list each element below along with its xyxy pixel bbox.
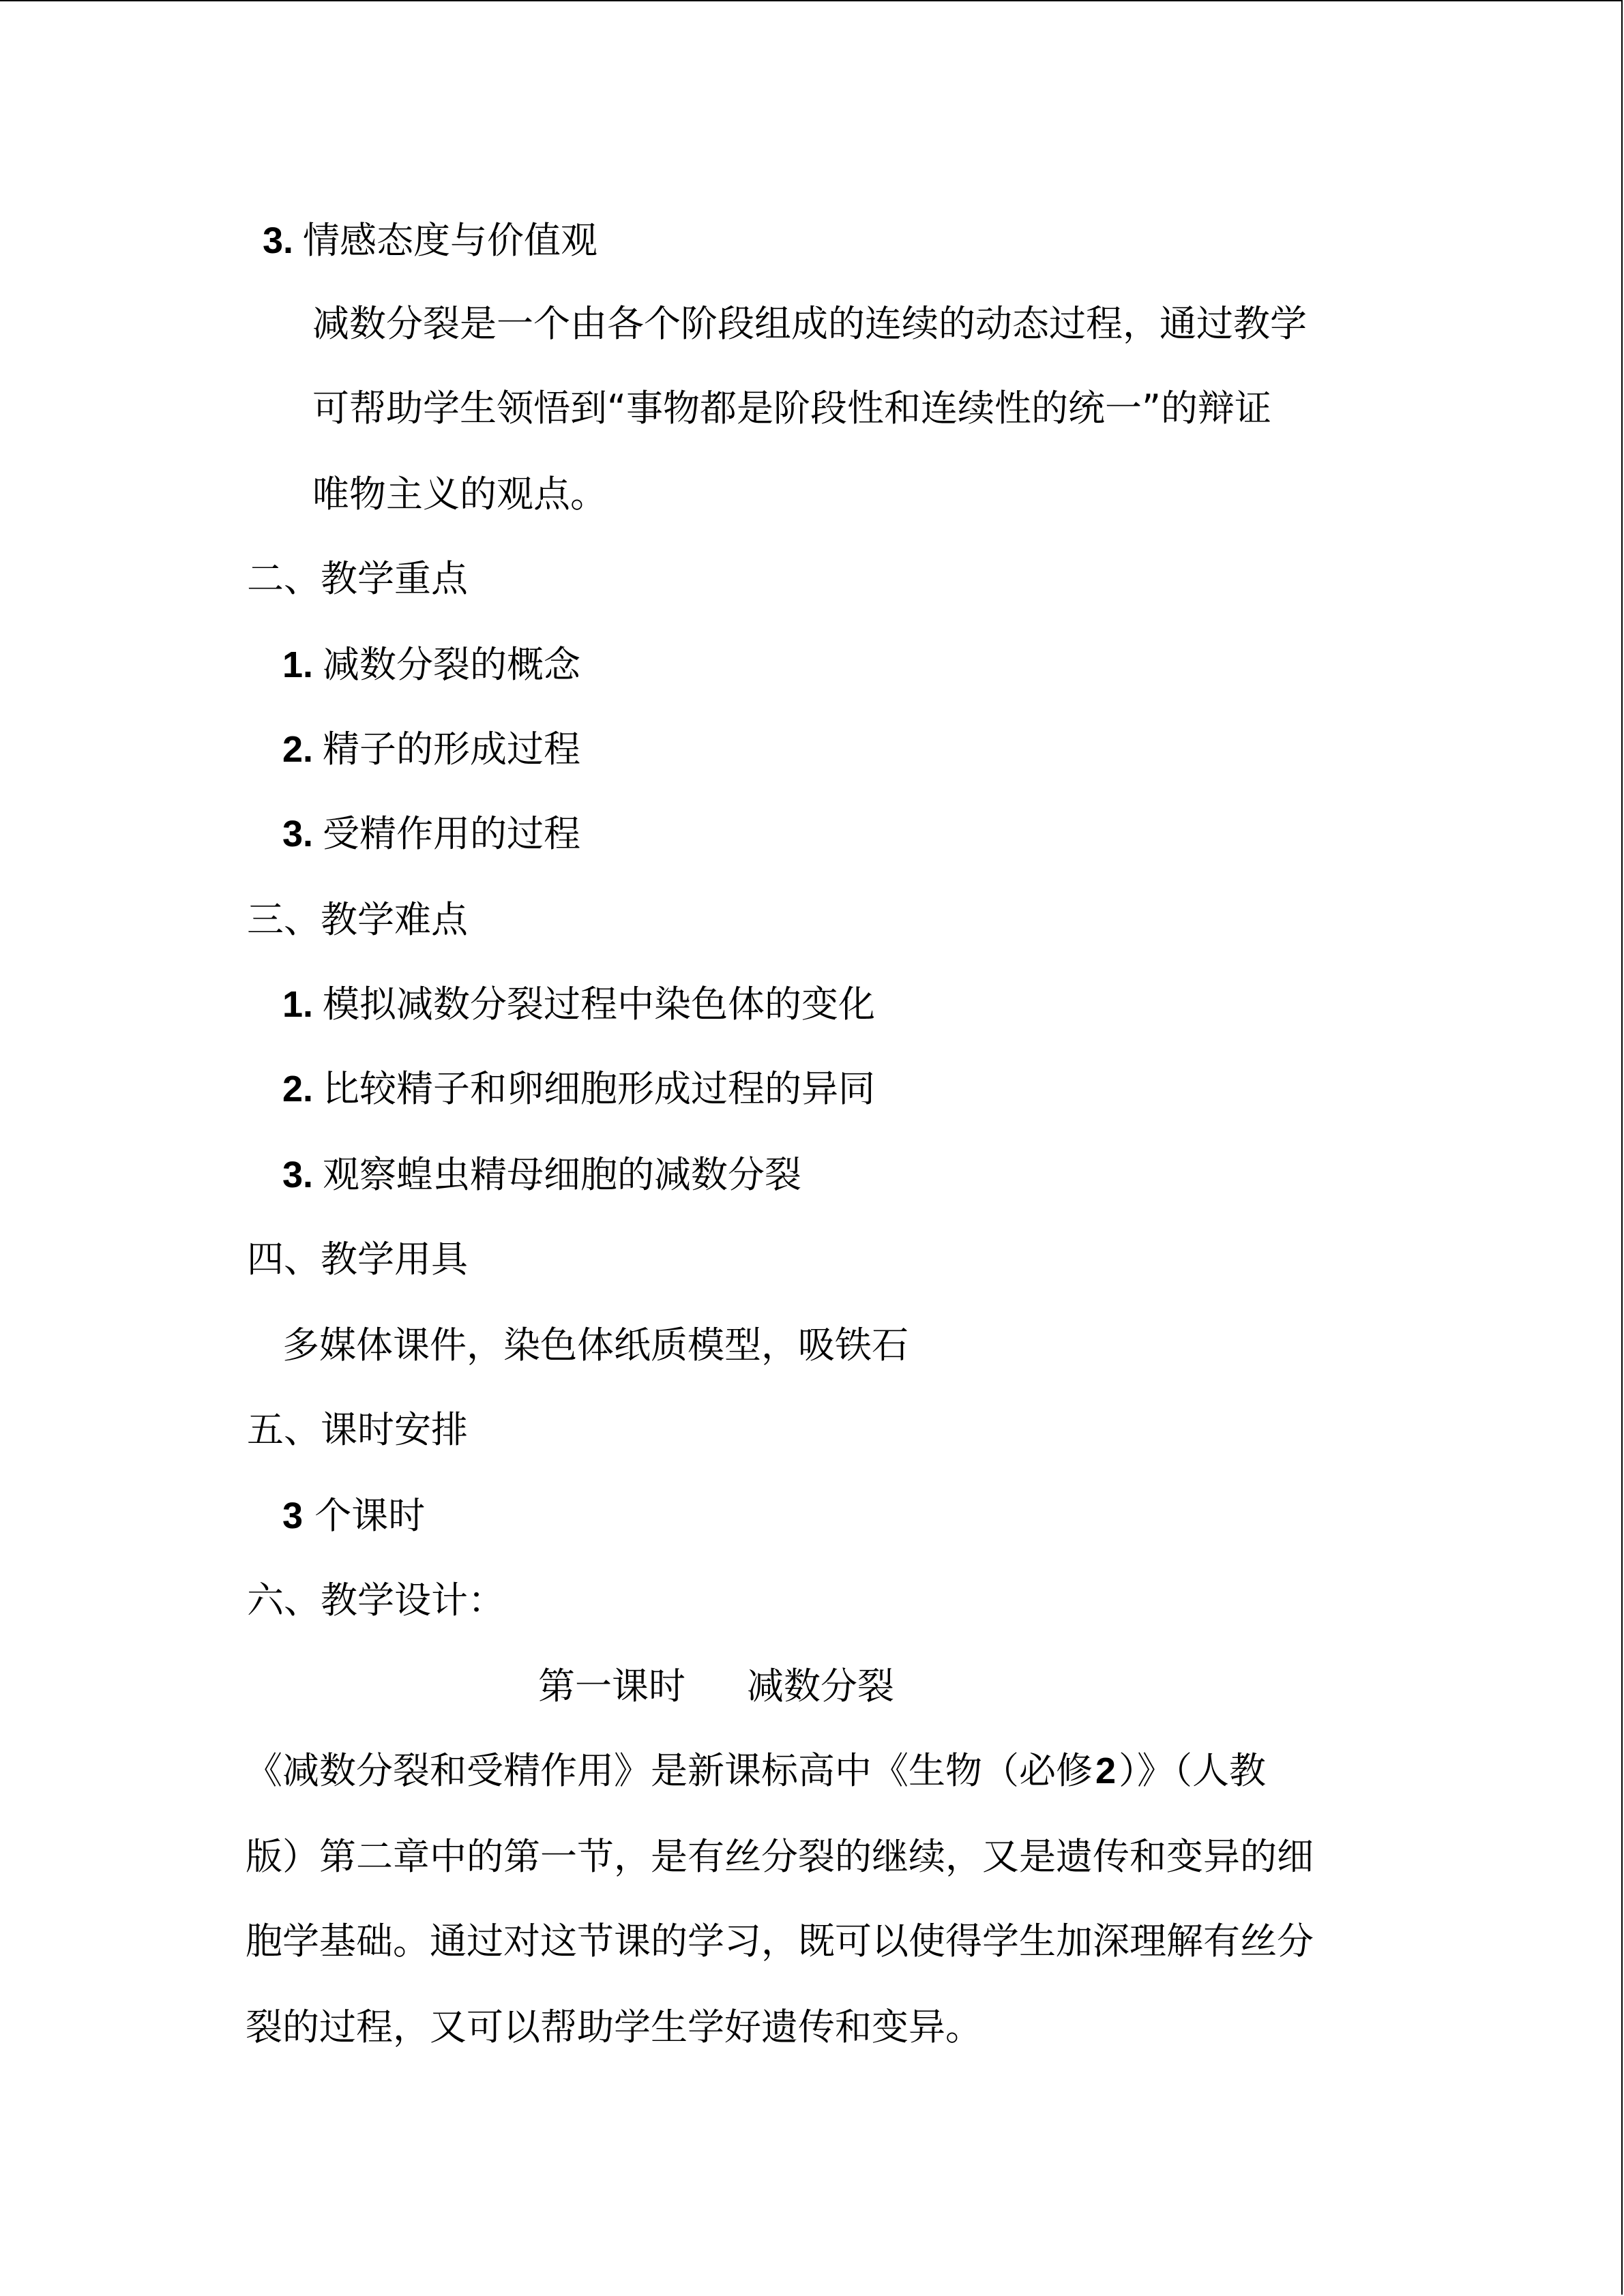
paragraph-line	[246, 1749, 1267, 1792]
item-text: 受精作用的过程	[323, 812, 581, 855]
list-item	[282, 728, 581, 771]
item-3-heading	[263, 219, 598, 262]
lesson-title	[0, 1665, 1432, 1708]
paragraph-text: ）》（人教	[1119, 1749, 1267, 1792]
item-number: 3.	[282, 1154, 314, 1195]
paragraph-line: 唯物主义的观点。	[312, 473, 607, 516]
item-text: 减数分裂的概念	[323, 643, 581, 686]
list-item	[282, 643, 581, 686]
list-item	[282, 812, 581, 855]
item-text: 比较精子和卵细胞形成过程的异同	[323, 1067, 876, 1110]
paragraph-line: 胞学基础。通过对这节课的学习，既可以使得学生加深理解有丝分	[246, 1920, 1314, 1963]
section-heading-difficulties: 三、教学难点	[247, 898, 468, 941]
item-number: 3.	[282, 814, 314, 854]
item-text: 观察蝗虫精母细胞的减数分裂	[323, 1153, 802, 1196]
item-title: 情感态度与价值观	[303, 219, 598, 262]
paragraph-number: 2	[1095, 1750, 1117, 1791]
paragraph-line: 减数分裂是一个由各个阶段组成的连续的动态过程，通过教学	[312, 302, 1307, 345]
paragraph-line: 裂的过程，又可以帮助学生学好遗传和变异。	[246, 2006, 982, 2048]
list-item	[282, 983, 876, 1026]
schedule-text	[282, 1494, 426, 1537]
item-number: 2.	[282, 1069, 314, 1109]
lesson-label: 第一课时	[538, 1665, 685, 1708]
paragraph-line: 可帮助学生领悟到“事物都是阶段性和连续性的统一”的辩证	[312, 387, 1271, 430]
item-number: 3.	[263, 220, 294, 261]
item-number: 2.	[282, 729, 314, 770]
schedule-unit: 个课时	[314, 1494, 426, 1537]
item-number: 1.	[282, 984, 314, 1025]
item-text: 精子的形成过程	[323, 728, 581, 771]
section-heading-tools: 四、教学用具	[247, 1238, 468, 1281]
paragraph-line: 版）第二章中的第一节，是有丝分裂的继续，又是遗传和变异的细	[246, 1835, 1314, 1878]
paragraph-text: 《减数分裂和受精作用》是新课标高中《生物（必修	[246, 1749, 1093, 1792]
list-item	[282, 1153, 802, 1196]
section-heading-key-points: 二、教学重点	[247, 557, 468, 600]
section-heading-design: 六、教学设计：	[247, 1579, 505, 1622]
list-item	[282, 1067, 876, 1110]
schedule-number: 3	[282, 1495, 304, 1536]
section-heading-schedule: 五、课时安排	[247, 1408, 468, 1451]
item-number: 1.	[282, 644, 314, 685]
lesson-name: 减数分裂	[747, 1665, 894, 1708]
item-text: 模拟减数分裂过程中染色体的变化	[323, 983, 876, 1026]
tools-text: 多媒体课件，染色体纸质模型，吸铁石	[282, 1324, 909, 1367]
